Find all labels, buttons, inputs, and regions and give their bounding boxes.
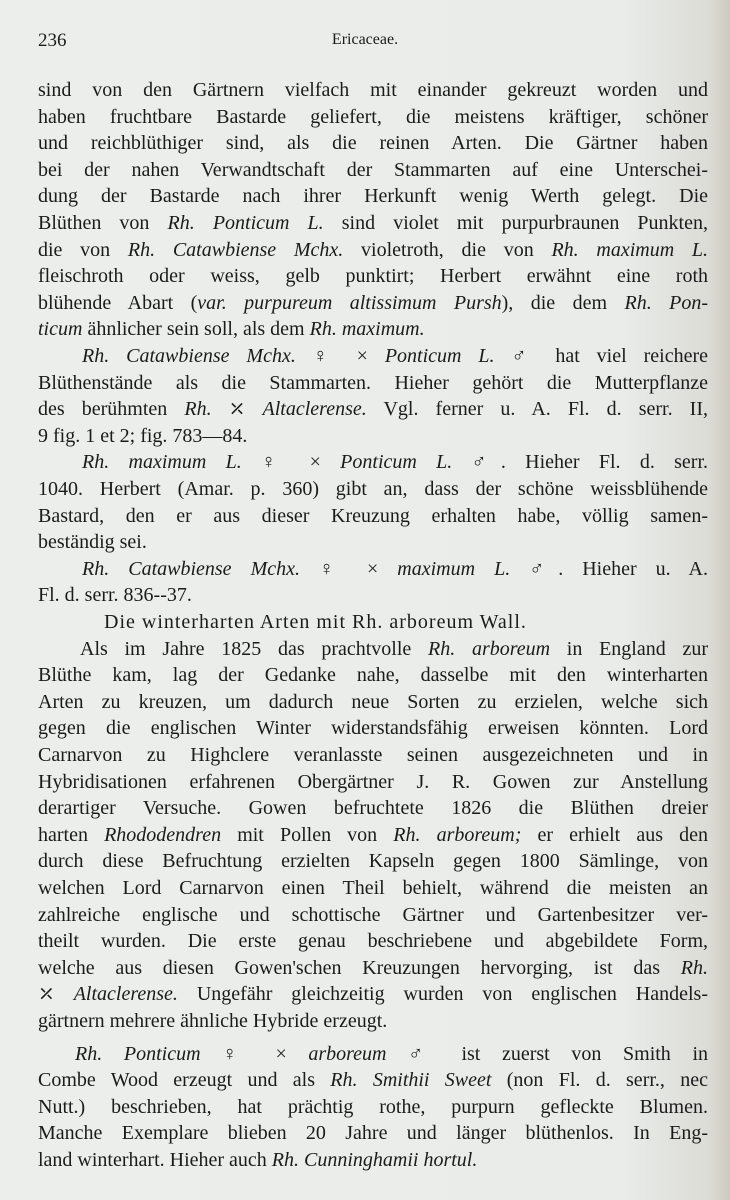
text-segment: Fl. d. serr. 836--37.: [38, 584, 192, 607]
text-segment: ähnlicher sein soll, als dem: [82, 318, 310, 341]
italic-taxon-name: Rh.: [184, 398, 212, 421]
text-line: [82, 556, 708, 582]
text-line: [82, 343, 708, 369]
italic-taxon-name: Ponticum L.: [340, 451, 453, 474]
italic-taxon-name: Rh. Catawbiense Mchx.: [82, 557, 300, 580]
italic-taxon-name: arboreum: [308, 1042, 387, 1065]
text-segment: dung der Bastarde nach ihrer Herkunft wenig Werth gelegt. Die: [38, 185, 708, 208]
text-line: [80, 636, 708, 662]
italic-taxon-name: Rh. Cunninghamii hortul.: [271, 1149, 478, 1171]
text-line: [38, 795, 708, 821]
text-line: [38, 742, 708, 768]
italic-taxon-name: ticum: [38, 318, 83, 341]
text-line: [38, 77, 708, 103]
italic-taxon-name: Rh. Pon-: [624, 291, 709, 314]
text-segment: Combe Wood erzeugt und als: [38, 1069, 331, 1092]
text-segment: beständig sei.: [38, 531, 147, 554]
italic-taxon-name: Rh. maximum L.: [82, 451, 242, 474]
text-segment: Blüthenstände als die Stammarten. Hieher gehört die Mutterpflanze: [38, 371, 708, 394]
text-segment: ⤫: [38, 983, 74, 1006]
text-segment: ♂. Hieher Fl. d. serr.: [452, 451, 708, 474]
italic-taxon-name: Rh. arboreum: [428, 637, 551, 660]
text-segment: ♂ hat viel reichere: [494, 345, 708, 367]
italic-taxon-name: Rh. Catawbiense Mchx.: [127, 238, 344, 261]
text-segment: in England zur: [550, 637, 708, 660]
text-line: [38, 981, 708, 1007]
text-line: [38, 1120, 708, 1146]
text-segment: bei der nahen Verwandtschaft der Stammarten auf eine Unterschei-: [38, 158, 708, 181]
text-line: [38, 902, 708, 928]
text-line: [38, 848, 708, 874]
text-line: [104, 609, 708, 635]
text-line: [38, 396, 708, 422]
text-segment: 9 fig. 1 et 2; fig. 783—84.: [38, 424, 248, 447]
text-segment: Nutt.) beschrieben, hat prächtig rothe, purpurn gefleckte Blumen.: [38, 1095, 708, 1118]
text-segment: ♀ ×: [200, 1042, 309, 1065]
text-segment: ⤫: [211, 398, 263, 421]
text-segment: Blüthe kam, lag der Gedanke nahe, dasselbe mit den winterharten: [38, 664, 708, 687]
text-segment: welche aus diesen Gowen'schen Kreuzungen hervorging, ist das: [38, 956, 681, 979]
text-segment: Als im Jahre 1825 das prachtvolle: [80, 637, 429, 660]
text-line: [38, 582, 708, 608]
italic-taxon-name: Rh. Ponticum L.: [167, 212, 324, 234]
text-segment: derartiger Versuche. Gowen befruchtete 1826 die Blüthen dreier: [38, 797, 708, 820]
page-number: 236: [38, 30, 67, 51]
text-segment: 1040. Herbert (Amar. p. 360) gibt an, dass der schöne weissblühende: [38, 478, 708, 500]
text-segment: Hybridisationen erfahrenen Obergärtner J. R. Gowen zur Anstellung: [38, 770, 708, 793]
text-segment: ♀ ×: [241, 451, 341, 474]
italic-taxon-name: Rh. maximum L.: [551, 238, 708, 261]
text-line: [38, 1067, 708, 1093]
text-line: [38, 263, 708, 289]
text-segment: haben fruchtbare Bastarde geliefert, die meistens kräftiger, schöner: [38, 105, 708, 128]
text-line: [38, 822, 708, 848]
text-line: [38, 1094, 708, 1120]
running-title: Ericaceae.: [331, 31, 399, 48]
italic-taxon-name: Rh. Catawbiense Mchx.: [82, 345, 296, 367]
text-segment: zahlreiche englische und schottische Gärtner und Gartenbesitzer ver-: [38, 903, 708, 926]
text-line: [38, 715, 708, 741]
text-segment: mit Pollen von: [221, 823, 394, 846]
text-segment: ♂. Hieher u. A.: [510, 557, 708, 580]
text-segment: er erhielt aus den: [521, 823, 708, 846]
italic-taxon-name: Rhododendren: [104, 823, 222, 846]
text-segment: gegen die englischen Winter widerstandsfähig erweisen könnten. Lord: [38, 717, 708, 740]
text-line: [38, 290, 708, 316]
text-segment: ♀ ×: [295, 345, 385, 367]
text-line: [38, 529, 708, 555]
text-segment: welchen Lord Carnarvon einen Theil behielt, während die meisten an: [38, 877, 708, 899]
text-segment: theilt wurden. Die erste genau beschriebene und abgebildete Form,: [38, 930, 708, 953]
text-line: [38, 183, 708, 209]
text-line: [38, 503, 708, 529]
text-segment: fleischroth oder weiss, gelb punktirt; Herbert erwähnt eine roth: [38, 265, 708, 288]
italic-taxon-name: Rh.: [680, 956, 708, 979]
text-segment: ♂ ist zuerst von Smith in: [386, 1042, 708, 1065]
italic-taxon-name: Altaclerense.: [262, 398, 367, 421]
text-line: [38, 316, 708, 342]
text-segment: violetroth, die von: [343, 238, 552, 261]
text-segment: Blüthen von: [38, 212, 168, 234]
text-line: [38, 769, 708, 795]
text-segment: blühende Abart (: [38, 291, 198, 314]
italic-taxon-name: Altaclerense.: [73, 983, 178, 1006]
text-segment: ♀ ×: [299, 557, 398, 580]
italic-taxon-name: Rh. arboreum;: [393, 823, 522, 846]
text-line: [38, 662, 708, 688]
text-segment: durch diese Befruchtung erzielten Kapseln gegen 1800 Sämlinge, von: [38, 850, 708, 873]
text-line: [75, 1041, 708, 1067]
text-segment: Bastard, den er aus dieser Kreuzung erhalten habe, völlig samen-: [38, 504, 708, 527]
text-segment: die von: [38, 238, 128, 261]
text-line: [82, 449, 708, 475]
text-segment: ), die dem: [501, 291, 625, 314]
text-segment: gärtnern mehrere ähnliche Hybride erzeugt.: [38, 1010, 388, 1032]
text-segment: und reichblüthiger sind, als die reinen Arten. Die Gärtner haben: [38, 132, 708, 155]
text-line: [38, 1147, 708, 1173]
italic-taxon-name: Ponticum L.: [384, 345, 495, 367]
text-segment: Manche Exemplare blieben 20 Jahre und länger blüthenlos. In Eng-: [38, 1122, 708, 1145]
text-segment: land winterhart. Hieher auch: [38, 1149, 272, 1171]
text-segment: sind violet mit purpurbraunen Punkten,: [323, 212, 708, 234]
text-segment: Die winterharten Arten mit Rh. arboreum Wall.: [104, 611, 527, 633]
text-line: [38, 689, 708, 715]
text-segment: Ungefähr gleichzeitig wurden von englischen Handels-: [177, 983, 708, 1006]
text-line: [38, 476, 708, 502]
italic-taxon-name: var. purpureum altissimum Pursh: [197, 291, 502, 314]
italic-taxon-name: Rh. Ponticum: [75, 1042, 201, 1065]
text-line: [38, 104, 708, 130]
text-segment: sind von den Gärtnern vielfach mit einander gekreuzt worden und: [38, 79, 708, 101]
italic-taxon-name: maximum L.: [397, 557, 511, 580]
text-segment: des berühmten: [38, 398, 185, 421]
text-line: [38, 370, 708, 396]
text-line: [38, 1008, 708, 1034]
text-segment: Vgl. ferner u. A. Fl. d. serr. II,: [366, 398, 709, 421]
italic-taxon-name: Rh. Smithii Sweet: [330, 1069, 492, 1092]
text-line: [38, 130, 708, 156]
text-line: [38, 875, 708, 901]
text-line: [38, 157, 708, 183]
text-segment: Carnarvon zu Highclere veranlasste seinen ausgezeichneten und in: [38, 744, 708, 766]
text-segment: harten: [38, 823, 105, 846]
italic-taxon-name: Rh. maximum.: [309, 318, 425, 341]
text-segment: (non Fl. d. serr., nec: [491, 1069, 708, 1092]
text-line: [38, 237, 708, 263]
text-line: [38, 423, 708, 449]
text-line: [38, 210, 708, 236]
text-line: [38, 928, 708, 954]
text-segment: Arten zu kreuzen, um dadurch neue Sorten zu erzielen, welche sich: [38, 690, 708, 713]
text-line: [38, 955, 708, 981]
